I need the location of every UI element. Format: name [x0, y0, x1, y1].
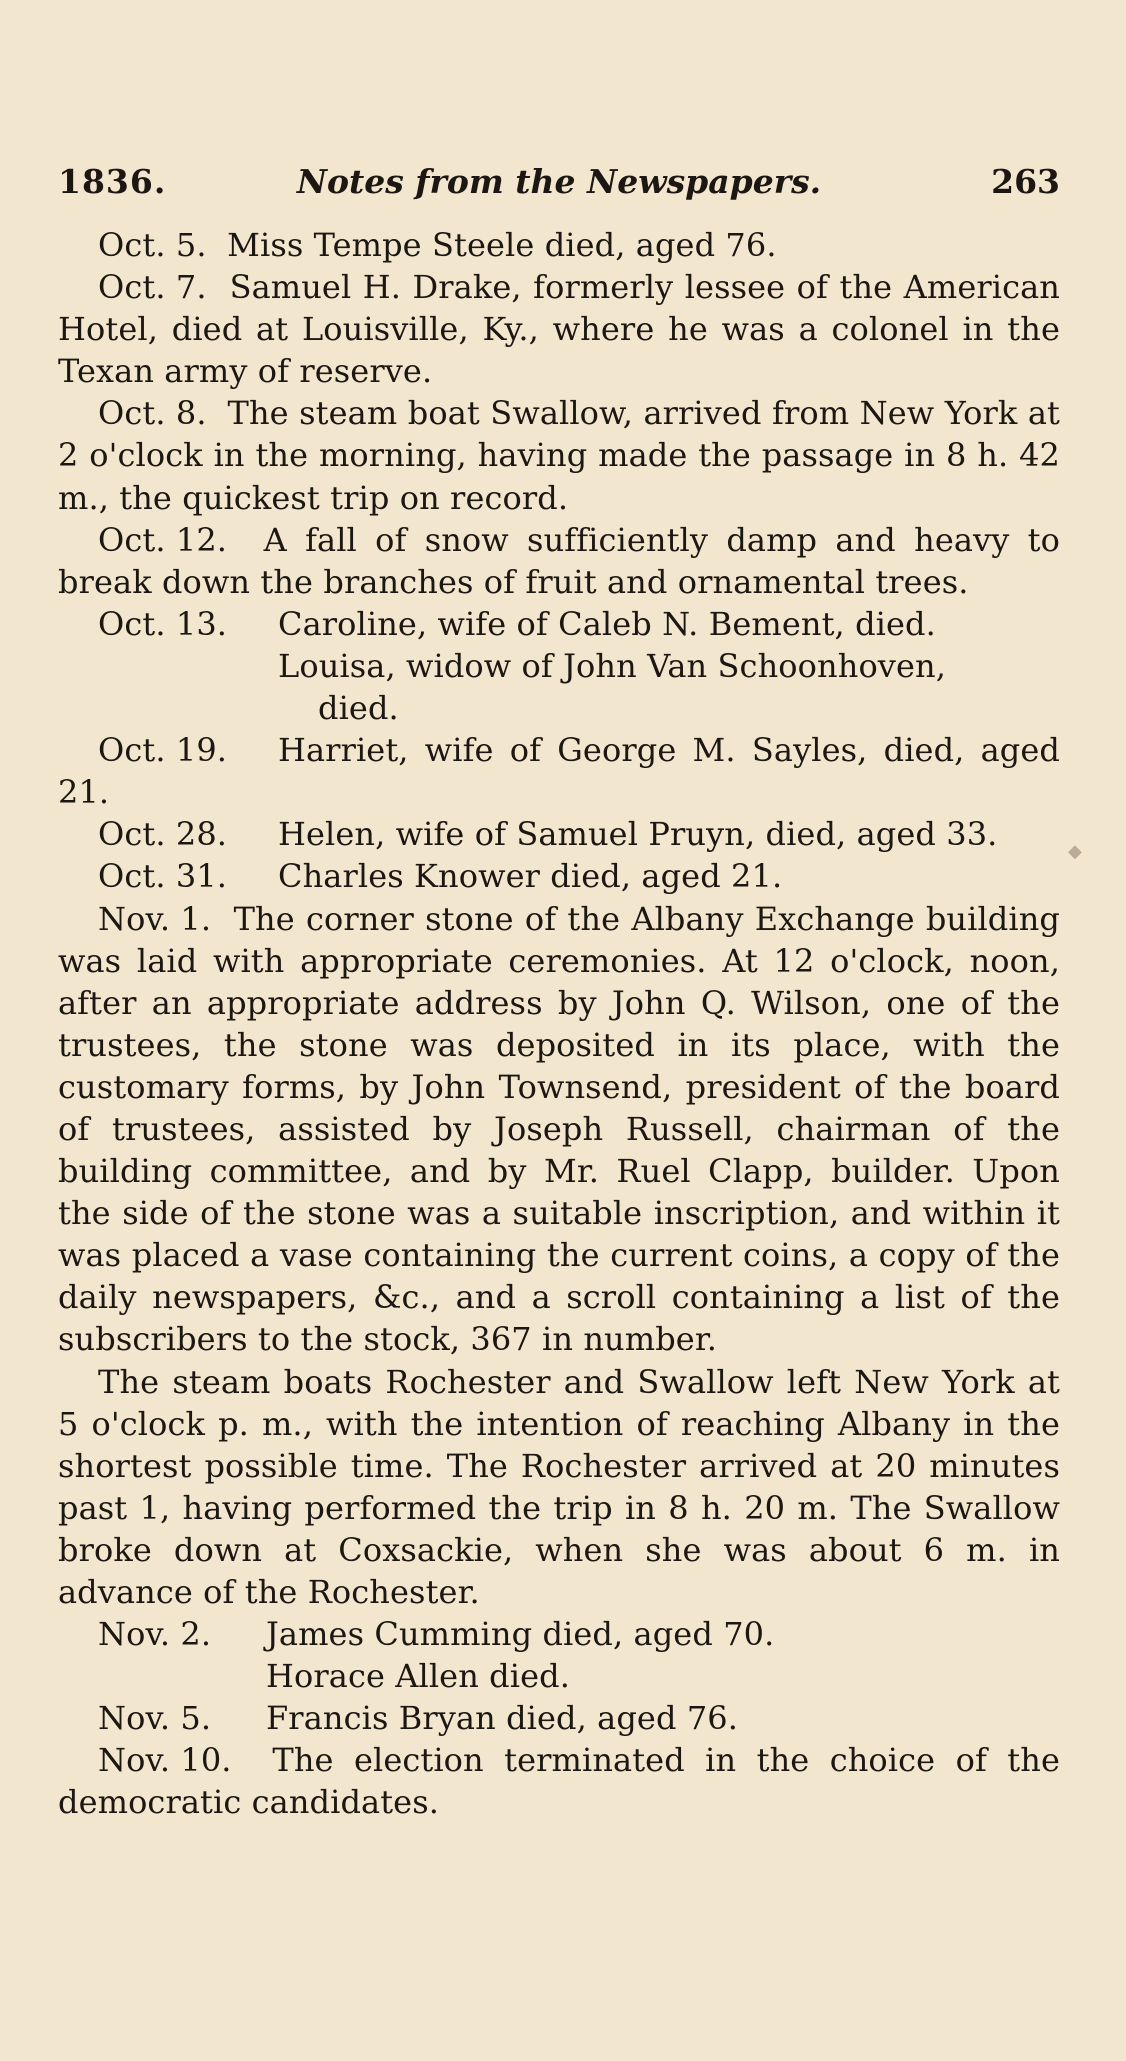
- entry-date: Nov. 10.: [98, 1741, 232, 1780]
- entry-text: A fall of snow sufficiently damp and heavy to break down the branches of fruit and ornamental trees.: [58, 520, 1060, 601]
- book-page: [58, 0, 1063, 2061]
- header-year: 1836.: [58, 162, 167, 201]
- entry-text: The steam boats Rochester and Swallow left New York at 5 o'clock p. m., with the intention of reaching Albany in the shortest possible time. The Rochester arrived at 20 minutes past 1, having performed the trip in 8 h. 20 m. The Swallow broke down at Coxsackie, when she was about 6 m. in advance of the Rochester.: [58, 1362, 1060, 1611]
- entry-date: Oct. 12.: [98, 520, 228, 559]
- entry-nov-1: [58, 898, 1060, 1361]
- entry-oct-28: [58, 813, 1060, 855]
- body-text: [58, 224, 1060, 1824]
- entry-text: Francis Bryan died, aged 76.: [266, 1699, 739, 1738]
- entry-oct-7: [58, 266, 1060, 392]
- entry-text: Miss Tempe Steele died, aged 76.: [227, 226, 777, 264]
- entry-date: Oct. 13.: [98, 604, 228, 643]
- entry-text-line2: Louisa, widow of John Van Schoonhoven,: [278, 646, 947, 685]
- entry-text: Harriet, wife of George M. Sayles, died, aged 21.: [58, 731, 1060, 812]
- entry-oct-8: [58, 392, 1060, 518]
- entry-text: Charles Knower died, aged 21.: [278, 857, 783, 896]
- entry-oct-13: [58, 603, 1060, 729]
- entry-date: Nov. 2.: [98, 1615, 212, 1654]
- entry-oct-19: [58, 729, 1060, 813]
- entry-text: Helen, wife of Samuel Pruyn, died, aged 33.: [278, 815, 998, 854]
- entry-date: Nov. 1.: [98, 899, 212, 938]
- entry-date: Nov. 5.: [98, 1699, 212, 1738]
- entry-text: The corner stone of the Albany Exchange building was laid with appropriate ceremonies. At 12 o'clock, noon, after an appropriate address by John Q. Wilson, one of the trustees, the stone was deposited in its place, with the customary forms, by John Townsend, president of the board of trustees, assisted by Joseph Russell, chairman of the building committee, and by Mr. Ruel Clapp, builder. Upon the side of the stone was a suitable inscription, and within it was placed a vase containing the current coins, a copy of the daily newspapers, &c., and a scroll containing a list of the subscribers to the stock, 367 in number.: [58, 899, 1060, 1359]
- paper-speck: ◆: [1068, 841, 1082, 862]
- entry-date: Oct. 28.: [98, 815, 228, 854]
- entry-date: Oct. 8.: [98, 394, 207, 433]
- entry-nov-10: [58, 1739, 1060, 1823]
- entry-nov-2: [58, 1613, 1060, 1697]
- header-title: Notes from the Newspapers.: [296, 162, 822, 201]
- running-head: [58, 160, 1060, 204]
- entry-oct-5: [58, 224, 1060, 266]
- entry-text: Samuel H. Drake, formerly lessee of the American Hotel, died at Louisville, Ky., where he was a colonel in the Texan army of reserve.: [58, 268, 1060, 391]
- entry-date: Oct. 31.: [98, 857, 228, 896]
- entry-text: The steam boat Swallow, arrived from New York at 2 o'clock in the morning, having made the passage in 8 h. 42 m., the quickest trip on record.: [58, 394, 1060, 517]
- page-number: 263: [991, 162, 1060, 201]
- entry-oct-31: [58, 855, 1060, 897]
- entry-text: James Cumming died, aged 70.: [266, 1615, 775, 1654]
- entry-text-line3: died.: [318, 689, 399, 728]
- entry-date: Oct. 19.: [98, 731, 228, 770]
- entry-nov-5: [58, 1697, 1060, 1739]
- entry-text: Caroline, wife of Caleb N. Bement, died.: [278, 604, 936, 643]
- entry-oct-12: [58, 519, 1060, 603]
- entry-date: Oct. 7.: [98, 268, 207, 307]
- entry-date: Oct. 5.: [98, 226, 207, 264]
- entry-text-line2: Horace Allen died.: [266, 1657, 570, 1696]
- entry-nov-1-steamboats: [58, 1361, 1060, 1614]
- entry-text: The election terminated in the choice of the democratic candidates.: [58, 1741, 1060, 1822]
